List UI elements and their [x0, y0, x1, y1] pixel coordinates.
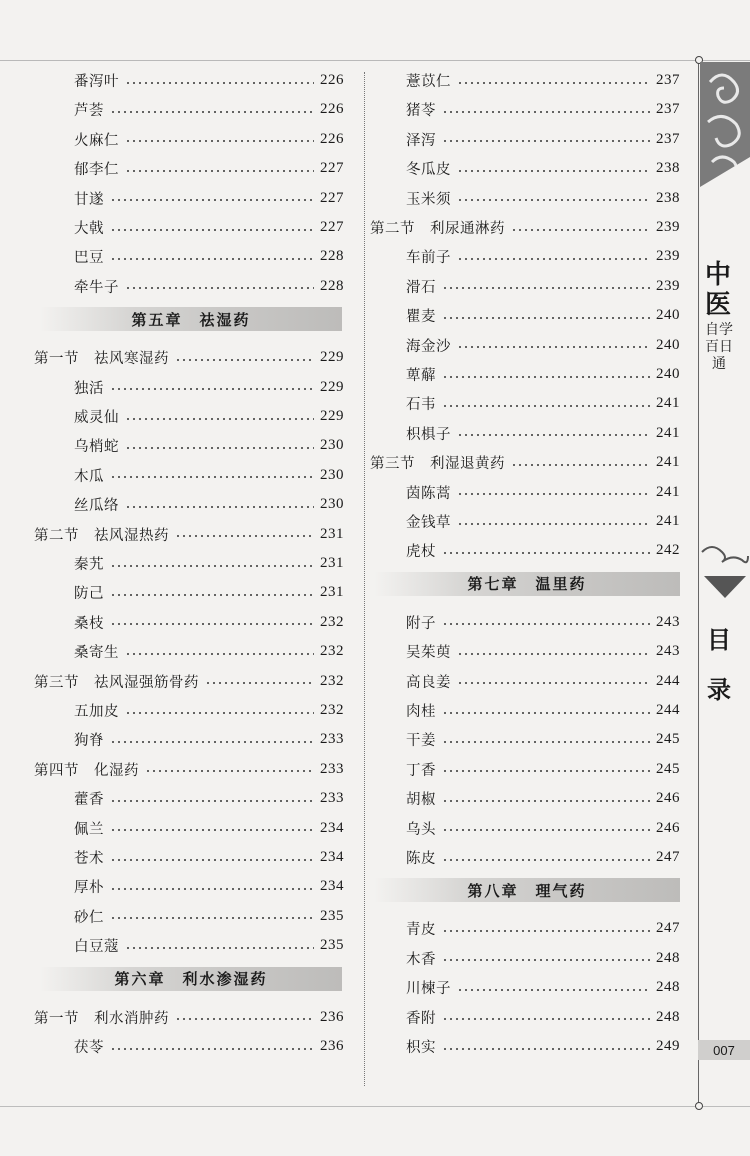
sidebar-frame-line — [698, 60, 699, 1106]
dot-leader — [175, 1018, 314, 1020]
entry-title: 巴豆 — [74, 250, 104, 267]
entry-page-number: 248 — [656, 1008, 680, 1025]
entry-title: 滑石 — [406, 279, 436, 296]
entry-title: 牵牛子 — [74, 279, 119, 296]
toc-entry[interactable] — [74, 242, 344, 271]
toc-entry[interactable] — [74, 125, 344, 154]
entry-page-number: 233 — [320, 760, 344, 777]
dot-leader — [457, 258, 650, 260]
toc-section-entry[interactable] — [34, 520, 344, 549]
toc-entry[interactable] — [406, 66, 680, 95]
dot-leader — [511, 464, 650, 466]
entry-page-number: 226 — [320, 130, 344, 147]
entry-page-number: 241 — [656, 395, 680, 412]
entry-title: 陈皮 — [406, 851, 436, 867]
entry-title: 番泻叶 — [74, 74, 119, 90]
entry-page-number: 237 — [656, 130, 680, 147]
entry-title: 大戟 — [74, 221, 104, 237]
toc-entry[interactable] — [74, 490, 344, 519]
entry-title: 藿香 — [74, 792, 104, 809]
entry-title: 海金沙 — [406, 338, 451, 355]
dot-leader — [442, 800, 650, 802]
toc-entry[interactable] — [406, 814, 680, 843]
arrow-ornament-icon — [700, 540, 750, 600]
section-label-text: 目录 — [707, 626, 731, 704]
toc-entry[interactable] — [74, 784, 344, 813]
sidebar-section-label — [702, 615, 736, 715]
entry-title: 车前子 — [406, 250, 451, 267]
dot-leader — [110, 1048, 314, 1050]
toc-entry[interactable] — [406, 1003, 680, 1032]
cloud-ornament-icon — [700, 62, 750, 192]
entry-title: 威灵仙 — [74, 410, 119, 426]
entry-page-number: 244 — [656, 672, 680, 689]
dot-leader — [110, 388, 314, 390]
entry-title: 白豆蔻 — [74, 939, 119, 956]
toc-entry[interactable] — [406, 272, 680, 301]
entry-title: 桑寄生 — [74, 645, 119, 662]
entry-page-number: 231 — [320, 584, 344, 601]
top-rule — [0, 60, 750, 61]
entry-page-number: 227 — [320, 189, 344, 206]
dot-leader — [110, 917, 314, 919]
entry-title: 芦荟 — [74, 103, 104, 120]
entry-page-number: 240 — [656, 366, 680, 382]
entry-page-number: 239 — [656, 248, 680, 265]
entry-title: 石韦 — [406, 397, 436, 414]
entry-page-number: 239 — [656, 219, 680, 235]
toc-entry[interactable] — [406, 725, 680, 754]
entry-title: 萆薢 — [406, 368, 436, 384]
dot-leader — [442, 376, 650, 378]
entry-page-number: 243 — [656, 643, 680, 660]
entry-page-number: 234 — [320, 849, 344, 865]
entry-title: 川楝子 — [406, 981, 451, 998]
entry-page-number: 239 — [656, 277, 680, 294]
dot-leader — [457, 434, 650, 436]
entry-title: 木瓜 — [74, 468, 104, 485]
toc-section-entry[interactable] — [34, 755, 344, 784]
dot-leader — [125, 653, 314, 655]
toc-entry[interactable] — [406, 478, 680, 507]
entry-title: 狗脊 — [74, 733, 104, 750]
toc-entry[interactable] — [74, 373, 344, 402]
toc-entry[interactable] — [74, 637, 344, 666]
entry-page-number: 243 — [656, 613, 680, 630]
entry-page-number: 247 — [656, 849, 680, 865]
entry-title: 厚朴 — [74, 880, 104, 897]
toc-entry[interactable] — [406, 419, 680, 448]
toc-entry[interactable] — [406, 914, 680, 943]
toc-entry[interactable] — [406, 95, 680, 124]
entry-title: 第二节 祛风湿热药 — [34, 527, 169, 544]
entry-page-number: 235 — [320, 907, 344, 924]
entry-title: 郁李仁 — [74, 162, 119, 179]
toc-entry[interactable] — [74, 814, 344, 843]
dot-leader — [442, 287, 650, 289]
dot-leader — [125, 712, 314, 714]
toc-entry[interactable] — [74, 154, 344, 183]
toc-entry[interactable] — [406, 667, 680, 696]
dot-leader — [125, 170, 314, 172]
toc-entry[interactable] — [406, 536, 680, 565]
entry-title: 胡椒 — [406, 792, 436, 809]
dot-leader — [457, 82, 650, 84]
toc-entry[interactable] — [406, 389, 680, 418]
entry-page-number: 242 — [656, 542, 680, 559]
dot-leader — [125, 82, 314, 84]
toc-entry[interactable] — [74, 608, 344, 637]
toc-entry[interactable] — [74, 184, 344, 213]
dot-leader — [442, 1018, 650, 1020]
toc-entry[interactable] — [406, 944, 680, 973]
entry-page-number: 241 — [656, 483, 680, 500]
dot-leader — [511, 229, 650, 231]
toc-entry[interactable] — [406, 755, 680, 784]
entry-title: 苍术 — [74, 851, 104, 867]
dot-leader — [110, 229, 314, 231]
dot-leader — [457, 170, 650, 172]
entry-page-number: 232 — [320, 672, 344, 689]
toc-entry[interactable] — [406, 184, 680, 213]
toc-entry[interactable] — [74, 578, 344, 607]
toc-entry[interactable] — [74, 1032, 344, 1061]
entry-page-number: 229 — [320, 378, 344, 395]
entry-title: 独活 — [74, 380, 104, 397]
toc-entry[interactable] — [406, 784, 680, 813]
toc-entry[interactable] — [406, 1032, 680, 1061]
entry-title: 第三节 祛风湿强筋骨药 — [34, 674, 199, 691]
dot-leader — [442, 1048, 650, 1050]
dot-leader — [110, 111, 314, 113]
entry-title: 防己 — [74, 586, 104, 603]
toc-entry[interactable] — [406, 301, 680, 330]
entry-title: 薏苡仁 — [406, 74, 451, 90]
toc-entry[interactable] — [74, 696, 344, 725]
toc-entry[interactable] — [74, 66, 344, 95]
entry-title: 第三节 利湿退黄药 — [370, 456, 505, 473]
entry-page-number: 230 — [320, 437, 344, 454]
dot-leader — [110, 741, 314, 743]
entry-title: 茵陈蒿 — [406, 485, 451, 502]
toc-entry[interactable] — [74, 95, 344, 124]
entry-title: 丁香 — [406, 762, 436, 779]
dot-leader — [110, 258, 314, 260]
entry-page-number: 245 — [656, 760, 680, 777]
toc-entry[interactable] — [74, 402, 344, 431]
entry-title: 木香 — [406, 951, 436, 968]
toc-section-entry[interactable] — [370, 448, 680, 477]
entry-title: 玉米须 — [406, 191, 451, 208]
entry-title: 附子 — [406, 615, 436, 632]
sidebar-title: 中医 — [704, 260, 731, 320]
entry-page-number: 244 — [656, 702, 680, 718]
entry-title: 火麻仁 — [74, 132, 119, 149]
entry-title: 青皮 — [406, 922, 436, 939]
chapter-heading: 第八章 理气药 — [374, 878, 680, 902]
entry-page-number: 248 — [656, 949, 680, 966]
entry-page-number: 245 — [656, 731, 680, 748]
dot-leader — [110, 623, 314, 625]
entry-page-number: 232 — [320, 643, 344, 660]
entry-title: 砂仁 — [74, 909, 104, 926]
entry-page-number: 240 — [656, 336, 680, 353]
entry-page-number: 238 — [656, 160, 680, 177]
dot-leader — [175, 359, 314, 361]
entry-page-number: 241 — [656, 513, 680, 529]
dot-leader — [457, 523, 650, 525]
dot-leader — [457, 199, 650, 201]
toc-entry[interactable] — [406, 154, 680, 183]
entry-page-number: 226 — [320, 101, 344, 118]
dot-leader — [145, 770, 314, 772]
dot-leader — [442, 859, 650, 861]
entry-page-number: 234 — [320, 878, 344, 895]
entry-page-number: 236 — [320, 1038, 344, 1054]
dot-leader — [175, 535, 314, 537]
toc-entry[interactable] — [74, 725, 344, 754]
dot-leader — [442, 552, 650, 554]
dot-leader — [442, 140, 650, 142]
entry-title: 金钱草 — [406, 515, 451, 531]
dot-leader — [110, 565, 314, 567]
toc-entry[interactable] — [74, 213, 344, 242]
entry-title: 猪苓 — [406, 103, 436, 120]
entry-page-number: 236 — [320, 1008, 344, 1025]
dot-leader — [442, 712, 650, 714]
entry-page-number: 241 — [656, 424, 680, 441]
dot-leader — [110, 859, 314, 861]
toc-entry[interactable] — [406, 125, 680, 154]
dot-leader — [442, 623, 650, 625]
page-number: 007 — [698, 1040, 750, 1060]
dot-leader — [110, 829, 314, 831]
toc-section-entry[interactable] — [34, 343, 344, 372]
dot-leader — [125, 140, 314, 142]
entry-page-number: 230 — [320, 496, 344, 513]
toc-entry[interactable] — [406, 843, 680, 872]
toc-entry[interactable] — [406, 360, 680, 389]
dot-leader — [125, 947, 314, 949]
entry-page-number: 226 — [320, 72, 344, 88]
dot-leader — [457, 989, 650, 991]
entry-page-number: 232 — [320, 613, 344, 630]
entry-page-number: 232 — [320, 702, 344, 718]
toc-entry[interactable] — [74, 549, 344, 578]
dot-leader — [125, 418, 314, 420]
dot-leader — [110, 594, 314, 596]
entry-title: 瞿麦 — [406, 309, 436, 326]
entry-page-number: 233 — [320, 731, 344, 748]
entry-title: 乌头 — [406, 821, 436, 838]
entry-page-number: 237 — [656, 101, 680, 118]
dot-leader — [457, 653, 650, 655]
dot-leader — [457, 346, 650, 348]
toc-entry[interactable] — [406, 696, 680, 725]
entry-page-number: 234 — [320, 819, 344, 836]
entry-title: 第一节 祛风寒湿药 — [34, 351, 169, 368]
dot-leader — [457, 493, 650, 495]
entry-page-number: 229 — [320, 349, 344, 366]
chapter-heading: 第六章 利水渗湿药 — [40, 967, 342, 991]
dot-leader — [442, 317, 650, 319]
entry-title: 第四节 化湿药 — [34, 762, 139, 779]
entry-title: 秦艽 — [74, 557, 104, 573]
entry-title: 茯苓 — [74, 1040, 104, 1056]
toc-entry[interactable] — [406, 331, 680, 360]
bottom-rule — [0, 1106, 750, 1107]
entry-title: 吴茱萸 — [406, 645, 451, 662]
entry-page-number: 231 — [320, 555, 344, 571]
entry-title: 第一节 利水消肿药 — [34, 1010, 169, 1027]
entry-title: 泽泻 — [406, 132, 436, 149]
entry-title: 香附 — [406, 1010, 436, 1027]
entry-title: 五加皮 — [74, 704, 119, 720]
entry-page-number: 227 — [320, 160, 344, 177]
sidebar-subtitle: 自学百日通 — [705, 322, 733, 372]
entry-page-number: 240 — [656, 307, 680, 324]
entry-title: 桑枝 — [74, 615, 104, 632]
toc-entry[interactable] — [406, 507, 680, 536]
dot-leader — [442, 829, 650, 831]
dot-leader — [442, 741, 650, 743]
dot-leader — [110, 800, 314, 802]
dot-leader — [442, 930, 650, 932]
chapter-heading: 第五章 祛湿药 — [40, 307, 342, 331]
entry-page-number: 235 — [320, 937, 344, 954]
toc-entry[interactable] — [74, 272, 344, 301]
entry-title: 枳椇子 — [406, 426, 451, 443]
toc-entry[interactable] — [406, 608, 680, 637]
dot-leader — [125, 447, 314, 449]
toc-section-entry[interactable] — [34, 667, 344, 696]
entry-title: 佩兰 — [74, 821, 104, 838]
frame-dot — [695, 1102, 703, 1110]
chapter-heading: 第七章 温里药 — [374, 572, 680, 596]
entry-title: 冬瓜皮 — [406, 162, 451, 179]
entry-page-number: 241 — [656, 454, 680, 471]
toc-entry[interactable] — [406, 637, 680, 666]
entry-page-number: 229 — [320, 408, 344, 424]
toc-entry[interactable] — [74, 461, 344, 490]
entry-page-number: 248 — [656, 979, 680, 996]
entry-title: 高良姜 — [406, 674, 451, 691]
column-divider — [364, 72, 365, 1086]
dot-leader — [457, 682, 650, 684]
toc-entry[interactable] — [74, 843, 344, 872]
toc-entry[interactable] — [74, 872, 344, 901]
dot-leader — [442, 405, 650, 407]
entry-title: 丝瓜络 — [74, 498, 119, 515]
sidebar — [686, 60, 750, 1106]
entry-title: 枳实 — [406, 1040, 436, 1056]
entry-page-number: 230 — [320, 466, 344, 483]
entry-title: 肉桂 — [406, 704, 436, 720]
entry-page-number: 247 — [656, 920, 680, 937]
entry-page-number: 231 — [320, 525, 344, 542]
entry-page-number: 238 — [656, 189, 680, 206]
entry-page-number: 228 — [320, 248, 344, 265]
dot-leader — [125, 506, 314, 508]
entry-page-number: 249 — [656, 1038, 680, 1054]
toc-entry[interactable] — [74, 931, 344, 960]
toc-entry[interactable] — [74, 431, 344, 460]
entry-page-number: 246 — [656, 819, 680, 836]
entry-page-number: 237 — [656, 72, 680, 88]
entry-page-number: 246 — [656, 790, 680, 807]
dot-leader — [110, 888, 314, 890]
toc-section-entry[interactable] — [34, 1003, 344, 1032]
toc-entry[interactable] — [406, 242, 680, 271]
dot-leader — [442, 770, 650, 772]
toc-entry[interactable] — [74, 902, 344, 931]
entry-title: 干姜 — [406, 733, 436, 750]
entry-page-number: 228 — [320, 277, 344, 294]
dot-leader — [110, 199, 314, 201]
entry-title: 乌梢蛇 — [74, 439, 119, 456]
dot-leader — [442, 959, 650, 961]
entry-page-number: 227 — [320, 219, 344, 235]
dot-leader — [442, 111, 650, 113]
dot-leader — [110, 476, 314, 478]
dot-leader — [125, 287, 314, 289]
toc-entry[interactable] — [406, 973, 680, 1002]
dot-leader — [205, 682, 314, 684]
entry-page-number: 233 — [320, 790, 344, 807]
entry-title: 第二节 利尿通淋药 — [370, 221, 505, 237]
entry-title: 甘遂 — [74, 191, 104, 208]
toc-section-entry[interactable] — [370, 213, 680, 242]
entry-title: 虎杖 — [406, 544, 436, 561]
